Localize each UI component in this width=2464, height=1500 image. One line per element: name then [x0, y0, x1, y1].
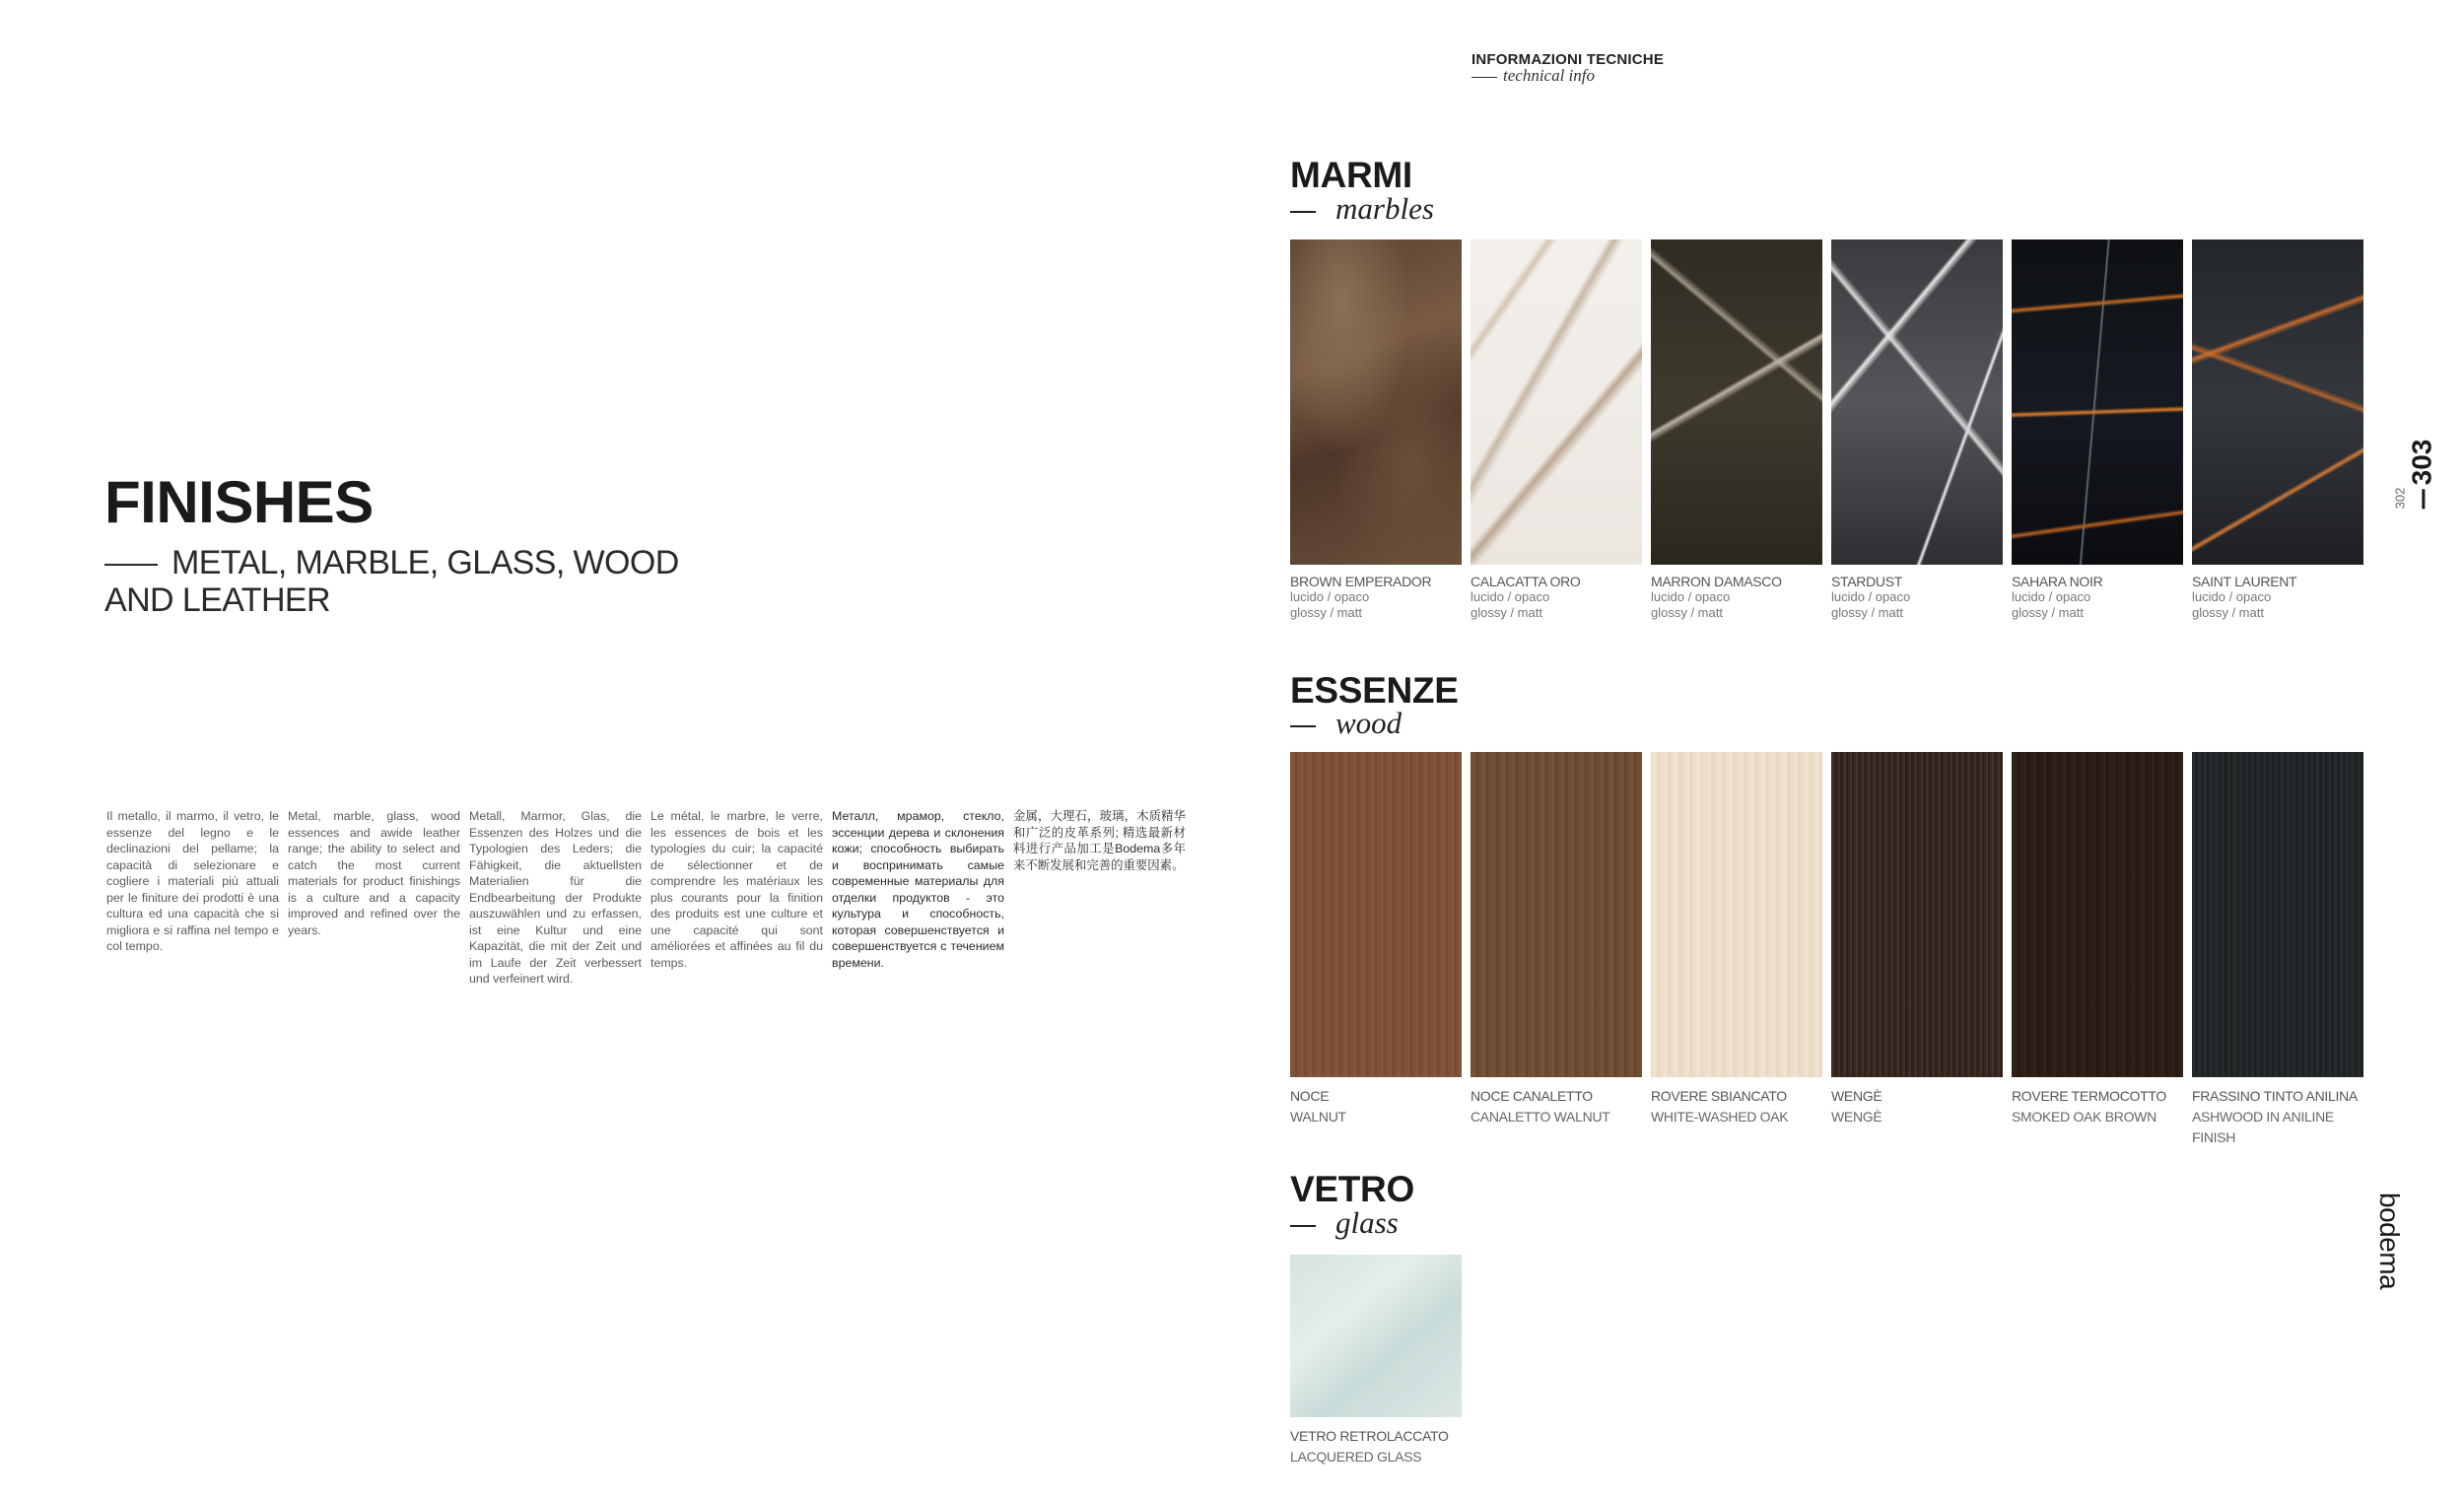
- marble-swatch: [1290, 239, 1462, 621]
- page-title: FINISHES: [104, 469, 374, 535]
- swatch-name: NOCE CANALETTO: [1471, 1088, 1593, 1104]
- swatch-finish-it: lucido / opaco: [1471, 589, 1550, 604]
- swatch-name-en: SMOKED OAK BROWN: [2012, 1109, 2156, 1125]
- info-subtitle: technical info: [1472, 66, 1595, 86]
- marble-tile-brown-emperador: [1290, 239, 1462, 565]
- swatch-name-en: WALNUT: [1290, 1109, 1346, 1125]
- swatch-name: STARDUST: [1831, 574, 1903, 589]
- wood-tile-noce: [1290, 752, 1462, 1077]
- text-column-it: Il metallo, il marmo, il vetro, le essenze del legno e le declinazioni del pellame; la capacità di selezionare e cogliere i materiali più attuali per le finiture dei prodotti è una cultura ed una capacità che si migliora e si raffina nel tempo e col tempo.: [106, 809, 279, 953]
- page-numbers: [2392, 424, 2444, 512]
- swatch-name: WENGÈ: [1831, 1088, 1882, 1104]
- glass-swatch: [1290, 1255, 1462, 1467]
- swatch-name: VETRO RETROLACCATO: [1290, 1428, 1449, 1444]
- swatch-finish-it: lucido / opaco: [1651, 589, 1731, 604]
- swatch-name-en: WHITE-WASHED OAK: [1651, 1109, 1789, 1125]
- marble-swatch: [2012, 239, 2183, 621]
- page-subtitle-text: METAL, MARBLE, GLASS, WOOD AND LEATHER: [104, 544, 679, 619]
- swatch-name: NOCE: [1290, 1088, 1330, 1104]
- info-title: INFORMAZIONI TECNICHE: [1472, 51, 1665, 68]
- wood-tile-noce-canaletto: [1471, 752, 1642, 1077]
- marble-tile-stardust: [1831, 239, 2003, 565]
- text-column-zh: 金属，大理石，玻璃，木质精华和广泛的皮革系列; 精选最新材料进行产品加工是Bodema多年来不断发展和完善的重要因素。: [1013, 809, 1186, 872]
- swatch-name: CALACATTA ORO: [1471, 574, 1581, 589]
- wood-tile-wenge: [1831, 752, 2003, 1077]
- page-subtitle: [104, 544, 716, 619]
- swatch-finish-en: glossy / matt: [1831, 605, 1903, 620]
- wood-swatch: [1651, 752, 1822, 1148]
- woods-row: [1290, 752, 2363, 1148]
- wood-swatch: [2012, 752, 2183, 1148]
- swatch-name-en: WENGÈ: [1831, 1109, 1882, 1125]
- wood-tile-rovere-termocotto: [2012, 752, 2183, 1077]
- wood-swatch: [2192, 752, 2363, 1148]
- swatch-name: SAHARA NOIR: [2012, 574, 2103, 589]
- wood-swatch: [1290, 752, 1462, 1148]
- marble-tile-sahara-noir: [2012, 239, 2183, 565]
- wood-tile-frassino-tinto-anilina: [2192, 752, 2363, 1077]
- multilingual-columns: [106, 808, 1191, 988]
- wood-tile-rovere-sbiancato: [1651, 752, 1822, 1077]
- page-number-left: 302: [2392, 487, 2408, 510]
- glass-row: [1290, 1255, 1462, 1467]
- marbles-subtitle: marbles: [1290, 193, 1434, 224]
- swatch-finish-it: lucido / opaco: [1290, 589, 1370, 604]
- swatch-finish-it: lucido / opaco: [2012, 589, 2091, 604]
- swatch-name: BROWN EMPERADOR: [1290, 574, 1432, 589]
- swatch-finish-en: glossy / matt: [2192, 605, 2264, 620]
- marble-tile-saint-laurent: [2192, 239, 2363, 565]
- dash-rule: [104, 564, 158, 566]
- marble-swatch: [2192, 239, 2363, 621]
- text-column-de: Metall, Marmor, Glas, die Essenzen des Holzes und die Typologien des Leders; die Fähigkeit, die aktuellsten Materialien für die Endbearbeitung der Produkte auszuwählen und zu erfassen, ist eine Kultur und eine Kapazität, die mit der Zeit und im Laufe der Zeit verbessert und verfeinert wird.: [469, 809, 642, 986]
- marble-tile-calacatta-oro: [1471, 239, 1642, 565]
- marble-tile-marron-damasco: [1651, 239, 1822, 565]
- swatch-name-en: LACQUERED GLASS: [1290, 1449, 1422, 1465]
- woods-subtitle: wood: [1290, 708, 1402, 738]
- swatch-name: ROVERE TERMOCOTTO: [2012, 1088, 2166, 1104]
- swatch-name-en: CANALETTO WALNUT: [1471, 1109, 1610, 1125]
- marbles-row: [1290, 239, 2363, 621]
- swatch-name: MARRON DAMASCO: [1651, 574, 1782, 589]
- wood-swatch: [1471, 752, 1642, 1148]
- marbles-title: MARMI: [1290, 155, 1412, 195]
- marble-swatch: [1471, 239, 1642, 621]
- swatch-name: FRASSINO TINTO ANILINA: [2192, 1088, 2358, 1104]
- text-column-fr: Le métal, le marbre, le verre, les essences de bois et les typologies du cuir; la capacité de sélectionner et de comprendre les matériaux les plus courants pour la finition des produits est une culture et une capacité qui sont améliorées et affinées au fil du temps.: [650, 809, 823, 970]
- text-column-en: Metal, marble, glass, wood essences and awide leather range; the ability to select and catch the most current materials for product finishings is a culture and a capacity improved and refined over the years.: [288, 809, 460, 937]
- swatch-finish-en: glossy / matt: [1471, 605, 1542, 620]
- marble-swatch: [1831, 239, 2003, 621]
- swatch-name-en: ASHWOOD IN ANILINE FINISH: [2192, 1109, 2334, 1145]
- glass-tile-lacquered: [1290, 1255, 1462, 1417]
- swatch-name: ROVERE SBIANCATO: [1651, 1088, 1787, 1104]
- glass-subtitle: glass: [1290, 1207, 1399, 1238]
- wood-swatch: [1831, 752, 2003, 1148]
- brand-logo: bodema: [2374, 1193, 2405, 1290]
- swatch-name: SAINT LAURENT: [2192, 574, 2297, 589]
- woods-title: ESSENZE: [1290, 670, 1459, 711]
- page-number-right: 303: [2406, 440, 2437, 510]
- swatch-finish-it: lucido / opaco: [1831, 589, 1911, 604]
- glass-title: VETRO: [1290, 1169, 1414, 1209]
- text-column-ru: Металл, мрамор, стекло, эссенции дерева и склонения кожи; способность выбирать и воспринимать самые современные материалы для отделки продуктов - это культура и способность, которая совершенствуется и совершенствуется с течением времени.: [832, 809, 1004, 970]
- swatch-finish-en: glossy / matt: [1651, 605, 1723, 620]
- swatch-finish-en: glossy / matt: [1290, 605, 1362, 620]
- swatch-finish-en: glossy / matt: [2012, 605, 2084, 620]
- swatch-finish-it: lucido / opaco: [2192, 589, 2272, 604]
- marble-swatch: [1651, 239, 1822, 621]
